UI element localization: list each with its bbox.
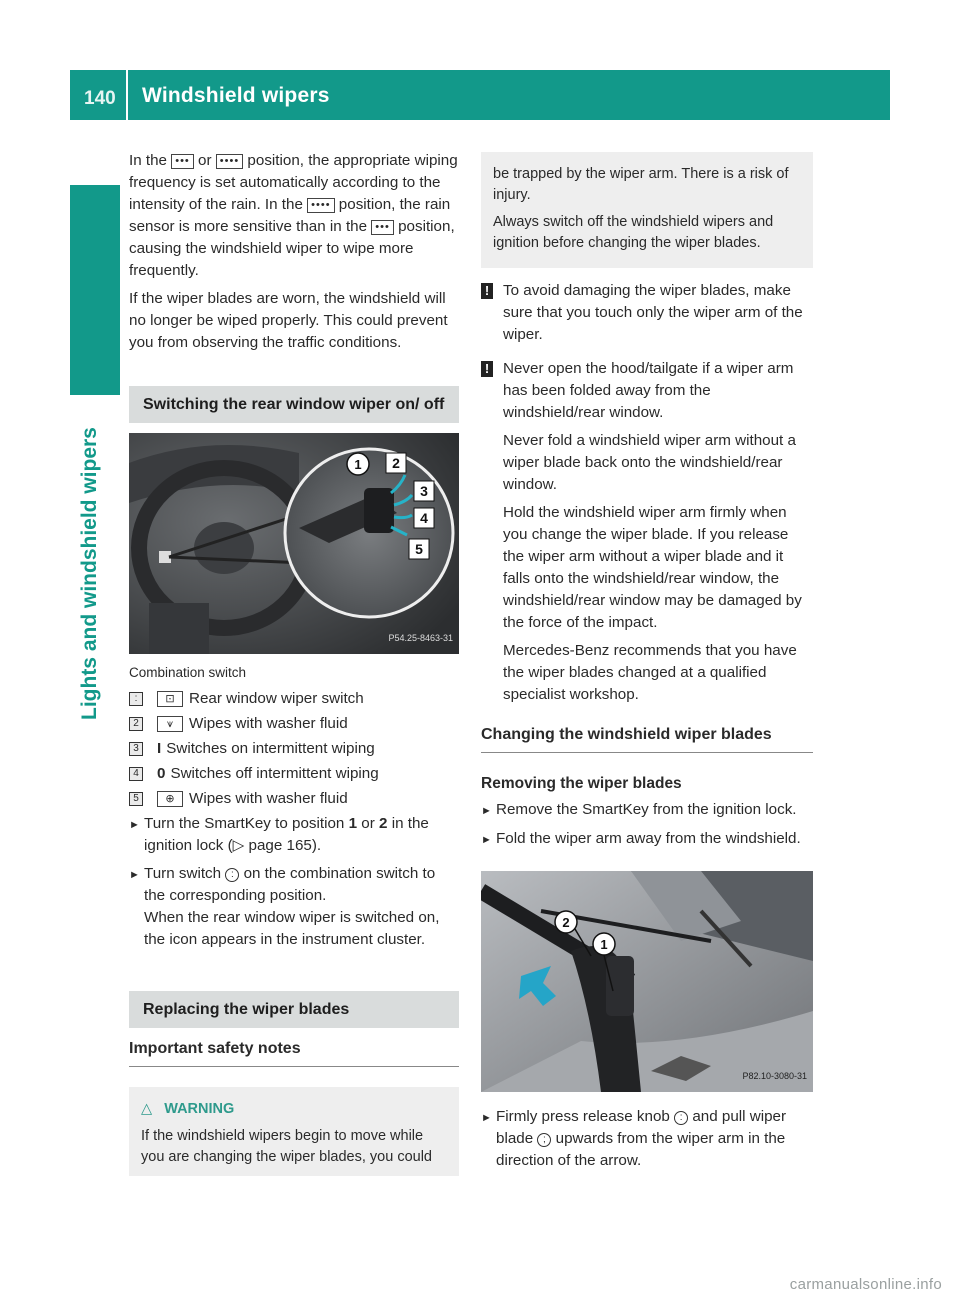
callout-number: :: [225, 868, 239, 882]
svg-text:2: 2: [392, 455, 400, 471]
instruction-step: [481, 799, 813, 822]
callout-number: ;: [537, 1133, 551, 1147]
warning-title: [141, 1099, 447, 1120]
left-column: [129, 150, 459, 1176]
key-position: 2: [379, 815, 388, 832]
legend-number: 3: [129, 742, 143, 756]
intro-text: position, the rain sensor is more sensitive than in the: [129, 196, 451, 235]
image-caption: Combination switch: [129, 665, 247, 680]
step-arrow-icon: ►: [481, 834, 492, 846]
step-text: Turn switch: [144, 865, 222, 882]
legend-number: :: [129, 692, 143, 706]
step-text: Turn the SmartKey to position: [144, 815, 345, 832]
note-text: Mercedes-Benz recommends that you have the wiper blades changed at a qualified specialist workshop.: [503, 642, 797, 703]
step-text: Remove the SmartKey from the ignition lock.: [496, 801, 797, 818]
warning-text: be trapped by the wiper arm. There is a risk of injury.: [493, 166, 789, 203]
svg-text:4: 4: [420, 510, 428, 526]
caution-note: [481, 280, 813, 352]
rear-washer-icon: ⊕: [157, 791, 183, 807]
subheading-changing-blades: Changing the windshield wiper blades: [481, 724, 813, 753]
step-text: or: [361, 815, 375, 832]
legend-text: Wipes with washer fluid: [189, 715, 348, 732]
step-text: in the ignition lock (▷ page 165).: [144, 815, 429, 854]
warning-triangle-icon: △: [141, 1101, 153, 1117]
page-header: [70, 70, 890, 120]
step-arrow-icon: ►: [129, 819, 140, 831]
svg-text:1: 1: [600, 937, 608, 952]
subheading-safety-notes: Important safety notes: [129, 1038, 459, 1067]
step-text: Firmly press release knob: [496, 1108, 670, 1125]
step-text: Fold the wiper arm away from the windshield.: [496, 830, 801, 847]
watermark: carmanualsonline.info: [789, 1276, 942, 1293]
note-text: Never open the hood/tailgate if a wiper arm has been folded away from the windshield/rear window.: [503, 360, 794, 421]
intro-text: position, causing the windshield wiper to wipe more frequently.: [129, 218, 455, 279]
legend-list: [129, 688, 459, 810]
page-title: Windshield wipers: [142, 84, 330, 107]
step-arrow-icon: ►: [129, 869, 140, 881]
combination-switch-illustration: [129, 433, 459, 654]
legend-text: Switches on intermittent wiping: [166, 740, 375, 757]
step-arrow-icon: ►: [481, 805, 492, 817]
wiper-blade-illustration: [481, 871, 813, 1092]
wiper-speed-icon: •••: [371, 220, 394, 235]
note-text: To avoid damaging the wiper blades, make sure that you touch only the wiper arm of the wiper.: [503, 282, 803, 343]
intro-text: position, the appropriate wiping frequency is set automatically according to the intensity of the rain. In the: [129, 152, 458, 213]
key-position: 1: [348, 815, 358, 832]
svg-text:2: 2: [562, 915, 570, 930]
note-text: Hold the windshield wiper arm firmly when you change the wiper blade. If you release the wiper arm without a wiper blade and it falls onto the windshield/rear window, the windshield/rear window may be damaged by the force of the impact.: [503, 504, 802, 631]
header-divider: [126, 70, 128, 120]
heading-removing-blades: Removing the wiper blades: [481, 775, 682, 792]
legend-switch-symbol: I: [157, 740, 162, 757]
legend-switch-symbol: 0: [157, 765, 166, 782]
instruction-step: [481, 828, 813, 851]
caution-icon: !: [481, 361, 493, 377]
warning-label: WARNING: [164, 1101, 235, 1117]
svg-text:5: 5: [415, 541, 423, 557]
legend-text: Switches off intermittent wiping: [170, 765, 379, 782]
wiper-speed-icon: •••: [171, 154, 194, 169]
legend-number: 2: [129, 717, 143, 731]
legend-item: [129, 763, 459, 785]
rear-wiper-icon: ⊡: [157, 691, 183, 707]
intro-text: In the: [129, 152, 167, 169]
legend-text: Rear window wiper switch: [189, 690, 364, 707]
instruction-step: [129, 863, 459, 951]
callout-number: :: [674, 1111, 688, 1125]
image-code: P82.10-3080-31: [742, 1071, 807, 1081]
legend-item: [129, 713, 459, 735]
step-text: on the combination switch to the corresponding position.: [144, 865, 436, 904]
intro-text: or: [198, 152, 212, 169]
step-text: and pull wiper blade: [496, 1108, 787, 1147]
intro-paragraph-2: If the wiper blades are worn, the windshield will no longer be wiped properly. This could prevent you from observing the traffic conditions.: [129, 290, 448, 351]
svg-text:3: 3: [420, 483, 428, 499]
warning-text: If the windshield wipers begin to move while you are changing the wiper blades, you could: [141, 1128, 432, 1165]
image-code: P54.25-8463-31: [388, 633, 453, 643]
step-result-text: When the rear window wiper is switched on, the icon appears in the instrument cluster.: [144, 909, 440, 948]
legend-item: [129, 738, 459, 760]
legend-item: [129, 688, 459, 710]
warning-text: Always switch off the windshield wipers and ignition before changing the wiper blades.: [493, 214, 774, 251]
warning-box-continued: [481, 152, 813, 268]
caution-note: [481, 358, 813, 712]
note-text: Never fold a windshield wiper arm without a wiper blade back onto the windshield/rear window.: [503, 432, 796, 493]
washer-fluid-icon: ⩛: [157, 716, 183, 732]
intro-paragraph-1: [129, 150, 459, 282]
legend-number: 5: [129, 792, 143, 806]
wiper-speed-icon: ••••: [307, 198, 334, 213]
caution-icon: !: [481, 283, 493, 299]
instruction-step: [481, 1106, 813, 1172]
sidebar-tab: [70, 185, 120, 395]
legend-text: Wipes with washer fluid: [189, 790, 348, 807]
step-text: upwards from the wiper arm in the direction of the arrow.: [496, 1130, 786, 1169]
warning-box: [129, 1087, 459, 1176]
right-column: [481, 150, 813, 1178]
wiper-blade-image: [481, 871, 813, 1092]
svg-text:1: 1: [354, 457, 362, 472]
section-heading-rear-wiper: Switching the rear window wiper on/ off: [129, 386, 459, 423]
combination-switch-image: [129, 433, 459, 654]
step-arrow-icon: ►: [481, 1112, 492, 1124]
sidebar-section-label: Lights and windshield wipers: [78, 427, 101, 720]
instruction-step: [129, 813, 459, 857]
legend-item: [129, 788, 459, 810]
page-number: 140: [84, 88, 116, 109]
section-heading-replacing: Replacing the wiper blades: [129, 991, 459, 1028]
wiper-speed-icon: ••••: [216, 154, 243, 169]
legend-number: 4: [129, 767, 143, 781]
